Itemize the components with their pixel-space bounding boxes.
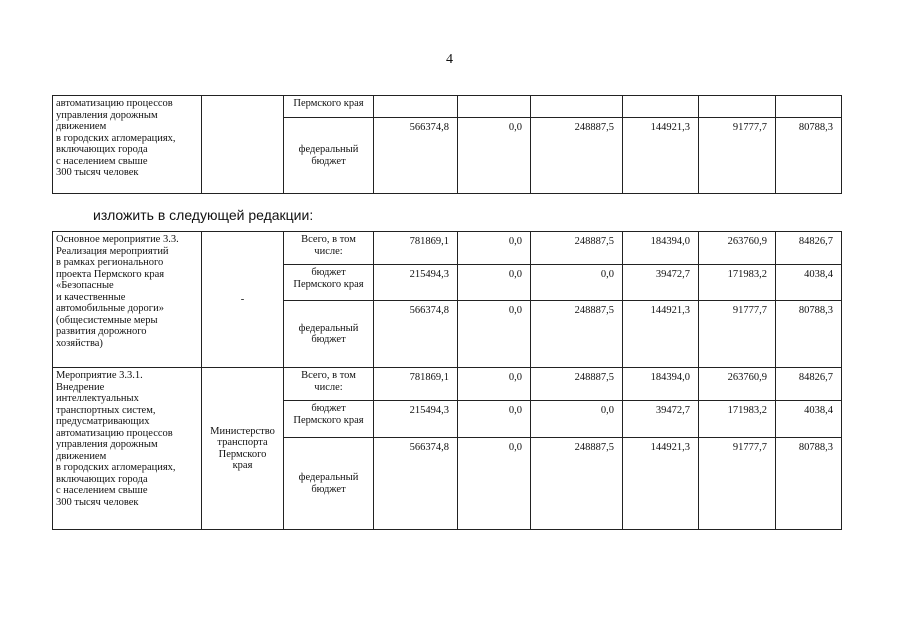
value-cell	[374, 96, 458, 118]
value-cell: 0,0	[458, 265, 531, 301]
value-cell: 248887,5	[531, 368, 623, 401]
value-cell: 4038,4	[776, 265, 842, 301]
funding-source: бюджет Пермского края	[284, 265, 374, 301]
value-cell: 215494,3	[374, 401, 458, 438]
value-cell: 248887,5	[531, 232, 623, 265]
executor-cell	[202, 96, 284, 194]
value-cell: 0,0	[458, 368, 531, 401]
value-cell: 0,0	[458, 118, 531, 194]
page-number: 4	[446, 52, 453, 67]
value-cell: 0,0	[458, 401, 531, 438]
funding-source: федеральный бюджет	[284, 438, 374, 530]
value-cell	[699, 96, 776, 118]
value-cell: 84826,7	[776, 232, 842, 265]
value-cell: 0,0	[458, 301, 531, 368]
funding-source: Всего, в том числе:	[284, 368, 374, 401]
funding-source: бюджет Пермского края	[284, 401, 374, 438]
value-cell: 248887,5	[531, 118, 623, 194]
funding-source: Всего, в том числе:	[284, 232, 374, 265]
value-cell: 80788,3	[776, 301, 842, 368]
value-cell: 781869,1	[374, 368, 458, 401]
value-cell: 263760,9	[699, 368, 776, 401]
value-cell: 171983,2	[699, 401, 776, 438]
value-cell: 171983,2	[699, 265, 776, 301]
value-cell: 91777,7	[699, 118, 776, 194]
value-cell	[776, 96, 842, 118]
old-version-table	[52, 95, 842, 194]
value-cell	[531, 96, 623, 118]
value-cell: 144921,3	[623, 438, 699, 530]
value-cell: 144921,3	[623, 301, 699, 368]
funding-source: федеральный бюджет	[284, 301, 374, 368]
value-cell: 39472,7	[623, 401, 699, 438]
activity-description: Основное мероприятие 3.3. Реализация мероприятий в рамках регионального проекта Пермского края «Безопасные и качественные автомобильные дороги» (общесистемные меры развития дорожного хозяйства)	[53, 232, 202, 368]
new-version-table	[52, 231, 842, 530]
value-cell: 566374,8	[374, 118, 458, 194]
value-cell: 184394,0	[623, 232, 699, 265]
amendment-instruction: изложить в следующей редакции:	[93, 207, 314, 223]
funding-source: федеральный бюджет	[284, 118, 374, 194]
value-cell: 248887,5	[531, 438, 623, 530]
value-cell: 0,0	[531, 401, 623, 438]
executor-cell: Министерство транспорта Пермского края	[202, 368, 284, 530]
value-cell: 0,0	[458, 232, 531, 265]
funding-source: Пермского края	[284, 96, 374, 118]
value-cell	[458, 96, 531, 118]
value-cell: 248887,5	[531, 301, 623, 368]
activity-description: Мероприятие 3.3.1. Внедрение интеллектуальных транспортных систем, предусматривающих автоматизацию процессов управления дорожным движением в городских агломерациях, включающих города с населением свыше 300 тысяч человек	[53, 368, 202, 530]
value-cell: 39472,7	[623, 265, 699, 301]
value-cell: 263760,9	[699, 232, 776, 265]
value-cell: 0,0	[531, 265, 623, 301]
activity-description: автоматизацию процессов управления дорожным движением в городских агломерациях, включающих города с населением свыше 300 тысяч человек	[53, 96, 202, 194]
value-cell: 91777,7	[699, 438, 776, 530]
value-cell: 4038,4	[776, 401, 842, 438]
value-cell	[623, 96, 699, 118]
value-cell: 91777,7	[699, 301, 776, 368]
value-cell: 215494,3	[374, 265, 458, 301]
value-cell: 781869,1	[374, 232, 458, 265]
value-cell: 80788,3	[776, 438, 842, 530]
executor-cell: -	[202, 232, 284, 368]
value-cell: 84826,7	[776, 368, 842, 401]
value-cell: 566374,8	[374, 301, 458, 368]
value-cell: 144921,3	[623, 118, 699, 194]
value-cell: 184394,0	[623, 368, 699, 401]
value-cell: 566374,8	[374, 438, 458, 530]
value-cell: 80788,3	[776, 118, 842, 194]
value-cell: 0,0	[458, 438, 531, 530]
